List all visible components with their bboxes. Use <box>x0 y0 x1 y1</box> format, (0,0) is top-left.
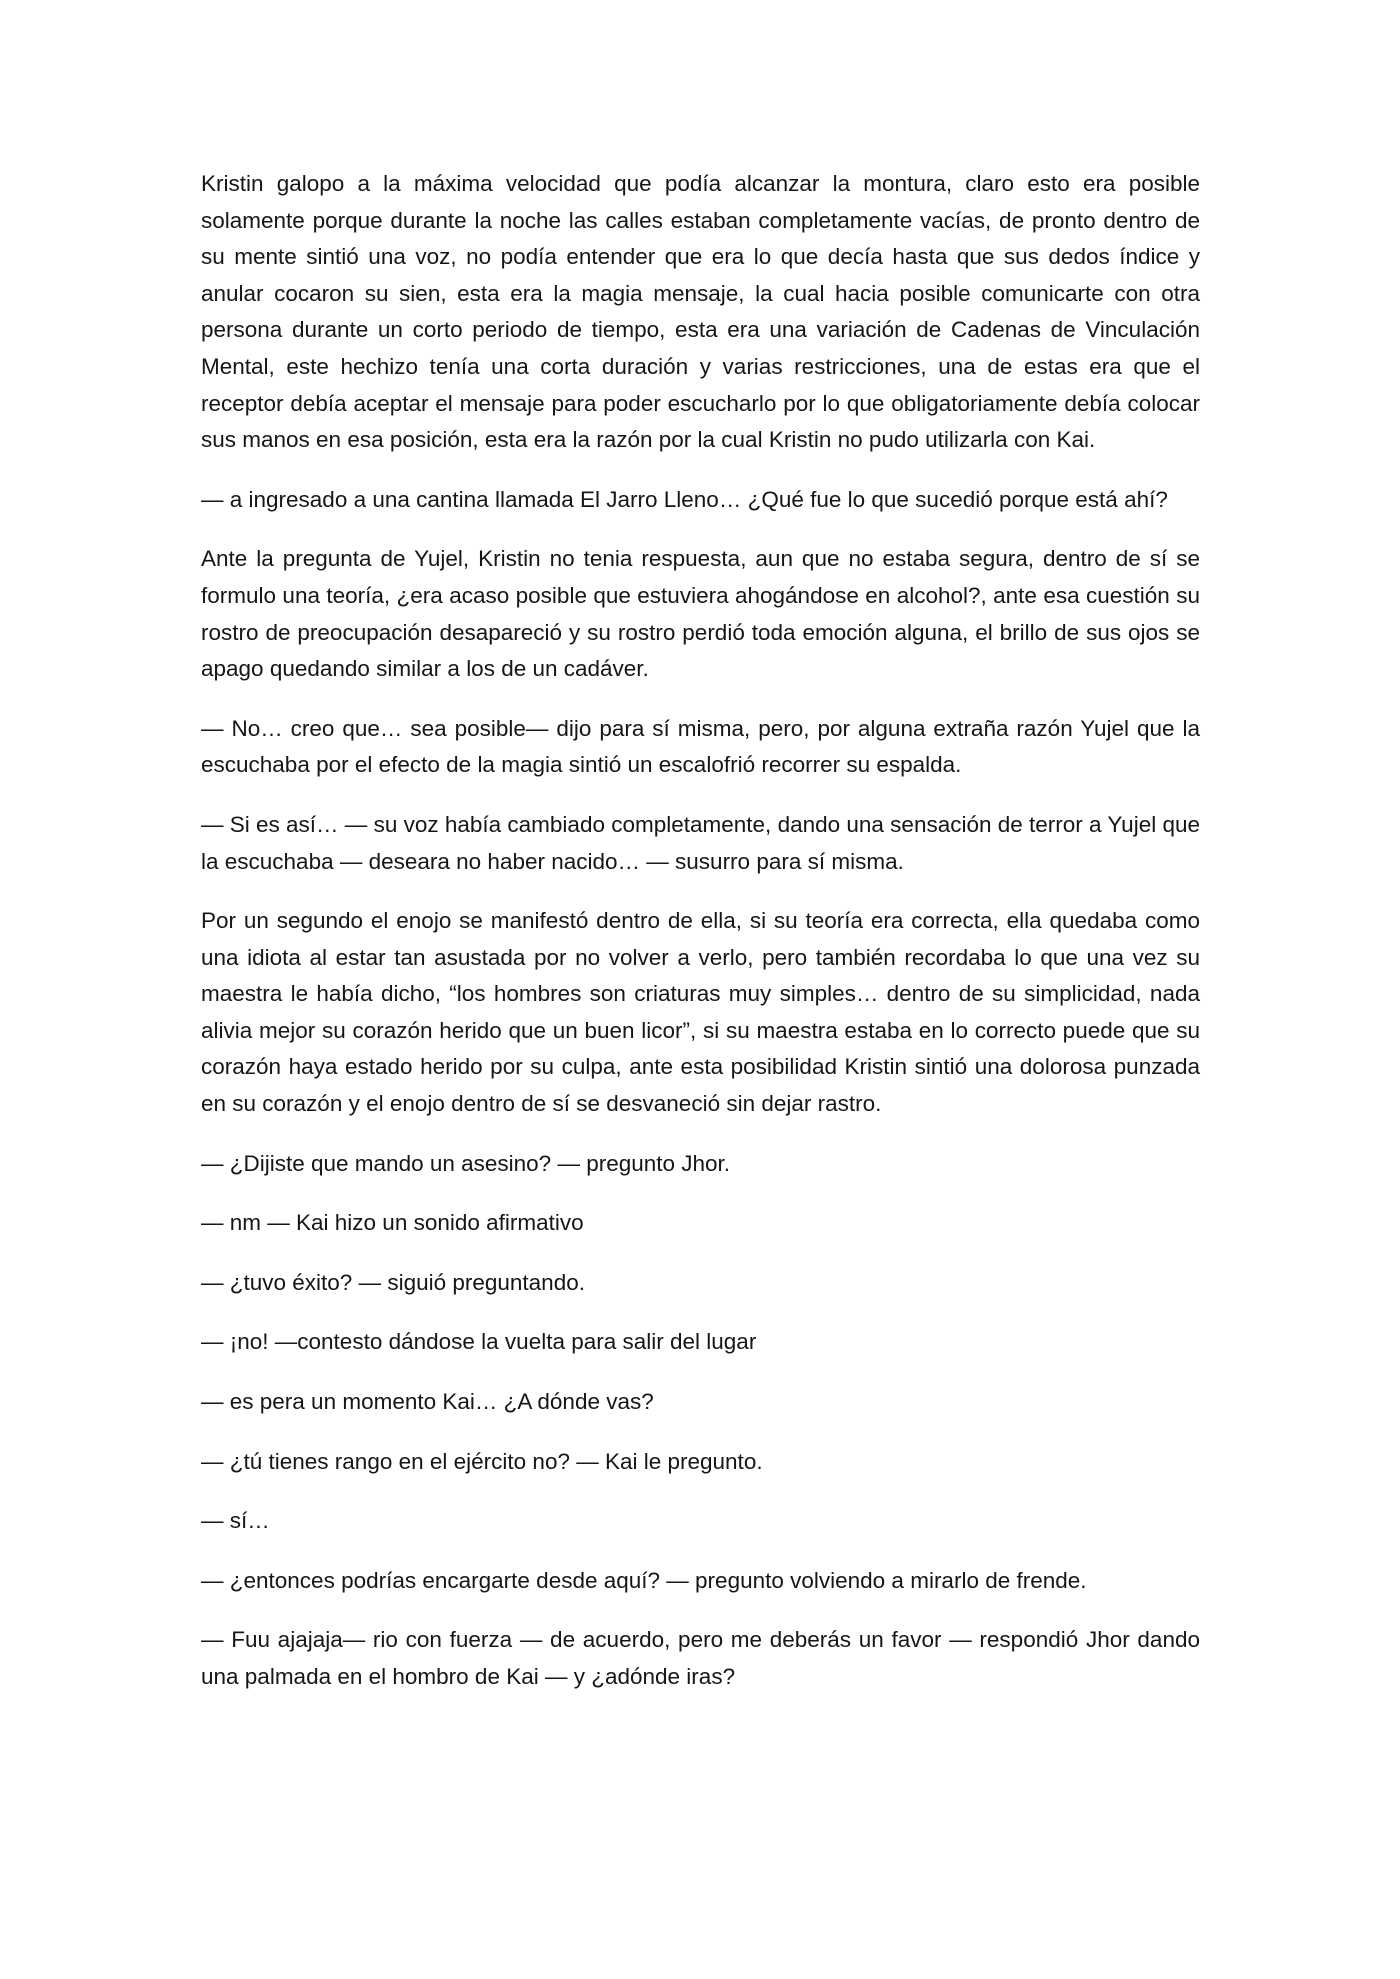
dialogue-line: — ¿tuvo éxito? — siguió preguntando. <box>201 1269 585 1295</box>
narration-paragraph: Ante la pregunta de Yujel, Kristin no tenia respuesta, aun que no estaba segura, dentro de sí se formulo una teoría, ¿era acaso posible que estuviera ahogándose en alcohol?, ante esa cuestión su rostro de preocupación desapareció y su rostro perdió toda emoción alguna, el brillo de sus ojos se apago quedando similar a los de un cadáver. <box>201 546 1200 682</box>
narration-paragraph: Kristin galopo a la máxima velocidad que podía alcanzar la montura, claro esto era posible solamente porque durante la noche las calles estaban completamente vacías, de pronto dentro de su mente sintió una voz, no podía entender que era lo que decía hasta que sus dedos índice y anular cocaron su sien, esta era la magia mensaje, la cual hacia posible comunicarte con otra persona durante un corto periodo de tiempo, esta era una variación de Cadenas de Vinculación Mental, este hechizo tenía una corta duración y varias restricciones, una de estas era que el receptor debía aceptar el mensaje para poder escucharlo por lo que obligatoriamente debía colocar sus manos en esa posición, esta era la razón por la cual Kristin no pudo utilizarla con Kai. <box>201 171 1200 453</box>
dialogue-line: — es pera un momento Kai… ¿A dónde vas? <box>201 1389 654 1415</box>
dialogue-line: — ¿tú tienes rango en el ejército no? — Kai le pregunto. <box>201 1448 763 1474</box>
narration-paragraph: Por un segundo el enojo se manifestó dentro de ella, si su teoría era correcta, ella quedaba como una idiota al estar tan asustada por no volver a verlo, pero también recordaba lo que una vez su maestra le había dicho, “los hombres son criaturas muy simples… dentro de su simplicidad, nada alivia mejor su corazón herido que un buen licor”, si su maestra estaba en lo correcto puede que su corazón haya estado herido por su culpa, ante esta posibilidad Kristin sintió una dolorosa punzada en su corazón y el enojo dentro de sí se desvaneció sin dejar rastro. <box>201 908 1200 1117</box>
dialogue-line: — nm — Kai hizo un sonido afirmativo <box>201 1210 584 1236</box>
dialogue-line: — ¡no! —contesto dándose la vuelta para salir del lugar <box>201 1329 757 1355</box>
dialogue-line: — Si es así… — su voz había cambiado completamente, dando una sensación de terror a Yujel que la escuchaba — deseara no haber nacido… — susurro para sí misma. <box>201 811 1200 874</box>
dialogue-line: — ¿Dijiste que mando un asesino? — pregunto Jhor. <box>201 1150 731 1176</box>
document-page <box>201 166 1200 1719</box>
dialogue-line: — No… creo que… sea posible— dijo para sí misma, pero, por alguna extraña razón Yujel que la escuchaba por el efecto de la magia sintió un escalofrió recorrer su espalda. <box>201 715 1200 778</box>
dialogue-line: — sí… <box>201 1508 270 1534</box>
dialogue-line: — a ingresado a una cantina llamada El Jarro Lleno… ¿Qué fue lo que sucedió porque está ahí? <box>201 486 1168 512</box>
dialogue-line: — ¿entonces podrías encargarte desde aquí? — pregunto volviendo a mirarlo de frende. <box>201 1567 1087 1593</box>
dialogue-line: — Fuu ajajaja— rio con fuerza — de acuerdo, pero me deberás un favor — respondió Jhor dando una palmada en el hombro de Kai — y ¿adónde iras? <box>201 1627 1200 1689</box>
